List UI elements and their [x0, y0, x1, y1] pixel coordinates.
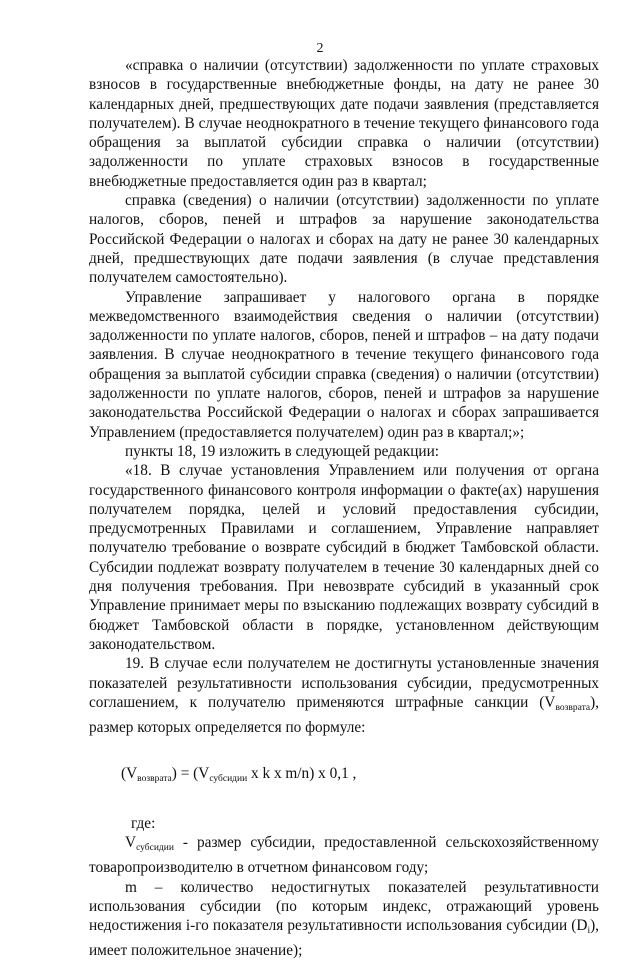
paragraph-1: «справка о наличии (отсутствии) задолженности по уплате страховых взносов в государственные внебюджетные фонды, на дату не ранее 30 календарных дней, предшествующих дате подачи заявления (представляется получателем). В случае неоднократного в течение текущего финансового года обращения за выплатой субсидии справка о наличии (отсутствии) задолженности по уплате страховых взносов в государственные внебюджетные предоставляется один раз в квартал;	[89, 57, 599, 190]
formula-part-a: (V	[121, 765, 138, 783]
formula-part-c: = (V	[176, 765, 210, 783]
paragraph-7	[89, 833, 599, 878]
paragraph-4: пункты 18, 19 изложить в следующей редакции:	[125, 442, 440, 460]
paragraph-6	[89, 654, 599, 737]
paragraph-7-text: - размер субсидии, предоставленной сельскохозяйственному товаропроизводителю в отчетном финансовом году;	[89, 833, 599, 877]
paragraph-8-subscript: i	[587, 926, 591, 937]
paragraph-5: «18. В случае установления Управлением или получения от органа государственного финансового контроля информации о факте(ах) нарушения получателем порядка, целей и условий предоставления субсидии, предусмотренных Правилами и соглашением, Управление направляет получателю требование о возврате субсидий в бюджет Тамбовской области. Субсидии подлежат возврату получателем в течение 30 календарных дней со дня получения требования. При невозврате субсидий в указанный срок Управление принимает меры по взысканию подлежащих возврату субсидий в бюджет Тамбовской области в порядке, установленном действующим законодательством.	[89, 462, 599, 653]
where-label: где:	[131, 814, 156, 832]
paragraph-6-main: 19. В случае если получателем не достигнуты установленные значения показателей результативности использования субсидии, предусмотренных соглашением, к получателю применяются штрафные санкции (V	[89, 655, 599, 711]
paragraph-3: Управление запрашивает у налогового органа в порядке межведомственного взаимодействия сведения о наличии (отсутствии) задолженности по уплате налогов, сборов, пеней и штрафов – на дату подачи заявления. В случае неоднократного в течение текущего финансового года обращения за выплатой субсидии справка (сведения) о наличии (отсутствии) задолженности по уплате налогов, сборов, пеней и штрафов за нарушение законодательства Российской Федерации о налогах и сборах запрашивается Управлением (предоставляется получателем) один раз в квартал;»;	[89, 288, 599, 441]
formula-part-b: )	[171, 765, 177, 783]
paragraph-2: справка (сведения) о наличии (отсутствии) задолженности по уплате налогов, сборов, пеней и штрафов за нарушение законодательства Российской Федерации о налогах и сборах на дату не ранее 30 календарных дней, предшествующих дате подачи заявления (в случае представления получателем самостоятельно).	[89, 192, 599, 287]
penalty-formula	[121, 764, 599, 789]
paragraph-8-main: m – количество недостигнутых показателей результативности использования субсидии (по которым индекс, отражающий уровень недостижения i-го показателя результативности использования субсидии (D	[89, 878, 599, 935]
document-body	[89, 56, 599, 961]
paragraph-8-end: ), имеет положительное значение);	[89, 917, 599, 960]
formula-sub-a: возврата	[137, 774, 172, 785]
paragraph-6-subscript: возврата	[555, 702, 591, 713]
formula-part-d: x k x m/n) x 0,1 ,	[247, 765, 357, 783]
formula-sub-c: субсидии	[209, 774, 248, 785]
paragraph-7-v: V	[125, 833, 137, 851]
paragraph-7-subscript: субсидии	[136, 842, 174, 853]
page-number: 2	[316, 41, 324, 56]
paragraph-6-end: ), размер которых определяется по формуле:	[89, 693, 599, 737]
paragraph-8	[89, 878, 599, 961]
